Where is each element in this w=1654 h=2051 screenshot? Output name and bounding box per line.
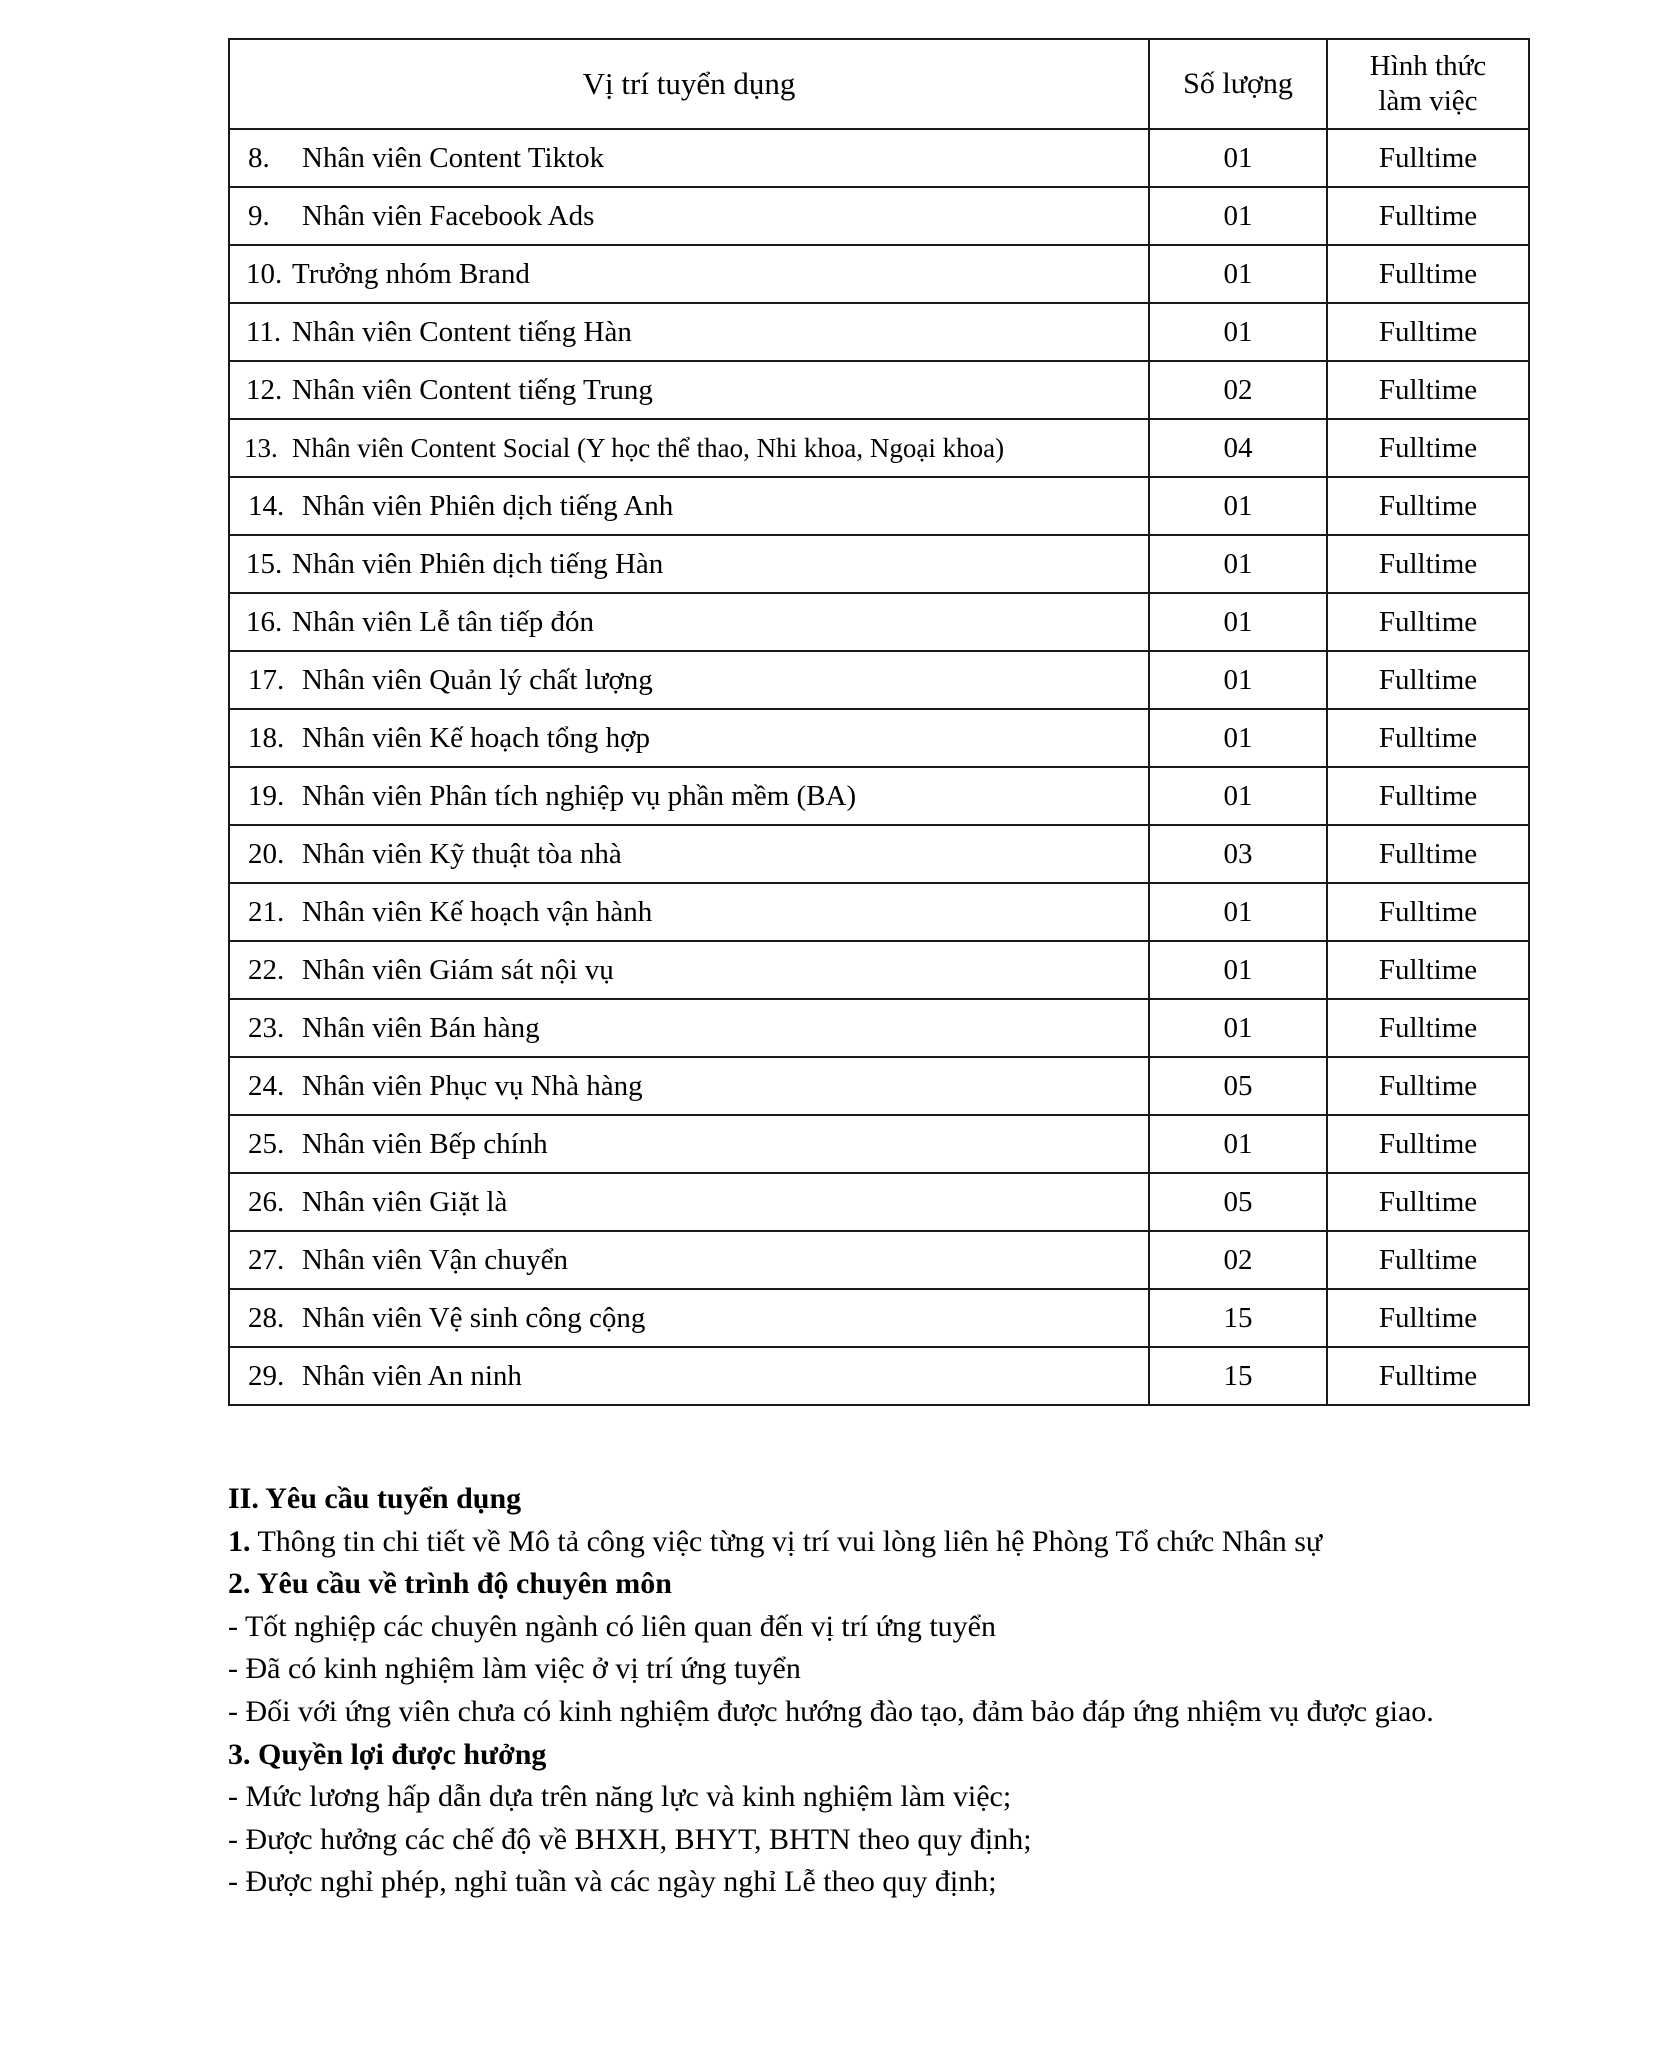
position-label: Nhân viên Giám sát nội vụ: [302, 953, 614, 986]
table-row: [229, 1115, 1529, 1173]
cell-quantity: 01: [1149, 245, 1327, 303]
cell-quantity: 01: [1149, 187, 1327, 245]
cell-position: [229, 825, 1149, 883]
cell-position: [229, 1347, 1149, 1405]
cell-position: [229, 709, 1149, 767]
table-row: [229, 825, 1529, 883]
cell-position: [229, 535, 1149, 593]
item-1-label: 1.: [228, 1524, 251, 1558]
position-label: Nhân viên Bếp chính: [302, 1127, 548, 1160]
position-label: Nhân viên Phiên dịch tiếng Hàn: [292, 547, 664, 580]
cell-work-type: Fulltime: [1327, 767, 1529, 825]
table-row: [229, 477, 1529, 535]
row-number: 27.: [248, 1243, 285, 1276]
cell-quantity: 01: [1149, 709, 1327, 767]
table-row: [229, 999, 1529, 1057]
position-label: Nhân viên Quản lý chất lượng: [302, 663, 653, 696]
cell-position: [229, 767, 1149, 825]
row-number: 14.: [248, 489, 285, 522]
row-number: 15.: [246, 547, 283, 580]
row-number: 12.: [246, 373, 283, 406]
cell-position: [229, 999, 1149, 1057]
position-label: Nhân viên Phục vụ Nhà hàng: [302, 1069, 643, 1102]
section-ii-title: II. Yêu cầu tuyển dụng: [228, 1482, 522, 1515]
table-row: [229, 187, 1529, 245]
header-work-type-line2: làm việc: [1378, 85, 1478, 117]
cell-quantity: 03: [1149, 825, 1327, 883]
cell-work-type: Fulltime: [1327, 303, 1529, 361]
table-row: [229, 883, 1529, 941]
position-label: Nhân viên Bán hàng: [302, 1011, 540, 1044]
header-work-type-line1: Hình thức: [1369, 49, 1487, 82]
position-label: Nhân viên Content tiếng Hàn: [292, 315, 632, 348]
row-number: 18.: [248, 721, 285, 754]
position-label: Nhân viên Facebook Ads: [302, 199, 595, 232]
row-number: 21.: [248, 895, 285, 928]
cell-quantity: 01: [1149, 477, 1327, 535]
cell-quantity: 05: [1149, 1173, 1327, 1231]
cell-position: [229, 419, 1149, 477]
cell-position: [229, 129, 1149, 187]
bullet-item: - Được nghỉ phép, nghỉ tuần và các ngày nghỉ Lễ theo quy định;: [228, 1865, 997, 1899]
row-number: 20.: [248, 837, 285, 870]
row-number: 16.: [246, 605, 283, 638]
row-number: 17.: [248, 663, 285, 696]
cell-work-type: Fulltime: [1327, 361, 1529, 419]
row-number: 25.: [248, 1127, 285, 1160]
cell-quantity: 01: [1149, 1115, 1327, 1173]
cell-quantity: 15: [1149, 1347, 1327, 1405]
bullet-item: - Mức lương hấp dẫn dựa trên năng lực và kinh nghiệm làm việc;: [228, 1780, 1012, 1814]
position-label: Nhân viên Lễ tân tiếp đón: [292, 605, 594, 638]
header-work-type: [1327, 39, 1529, 129]
table-header: [229, 39, 1529, 129]
table-row: [229, 303, 1529, 361]
table-row: [229, 593, 1529, 651]
cell-quantity: 01: [1149, 767, 1327, 825]
cell-work-type: Fulltime: [1327, 535, 1529, 593]
row-number: 11.: [246, 315, 282, 348]
position-label: Nhân viên Giặt là: [302, 1185, 508, 1218]
recruitment-table: [228, 38, 1530, 1406]
table-row: [229, 1289, 1529, 1347]
cell-position: [229, 361, 1149, 419]
row-number: 23.: [248, 1011, 285, 1044]
bullet-item: - Tốt nghiệp các chuyên ngành có liên quan đến vị trí ứng tuyển: [228, 1609, 996, 1643]
cell-work-type: Fulltime: [1327, 129, 1529, 187]
position-label: Nhân viên Kế hoạch vận hành: [302, 895, 653, 928]
cell-work-type: Fulltime: [1327, 1115, 1529, 1173]
cell-work-type: Fulltime: [1327, 999, 1529, 1057]
position-label: Nhân viên Kỹ thuật tòa nhà: [302, 837, 622, 870]
cell-work-type: Fulltime: [1327, 1289, 1529, 1347]
row-number: 28.: [248, 1301, 285, 1334]
cell-quantity: 01: [1149, 941, 1327, 999]
cell-quantity: 15: [1149, 1289, 1327, 1347]
table-row: [229, 129, 1529, 187]
bullet-item: - Đối với ứng viên chưa có kinh nghiệm được hướng đào tạo, đảm bảo đáp ứng nhiệm vụ được giao.: [228, 1694, 1434, 1728]
bullet-item: - Được hưởng các chế độ về BHXH, BHYT, BHTN theo quy định;: [228, 1822, 1032, 1856]
recruitment-table-wrapper: [228, 38, 1528, 1406]
position-label: Trưởng nhóm Brand: [292, 257, 530, 290]
header-position: Vị trí tuyển dụng: [229, 39, 1149, 129]
cell-position: [229, 303, 1149, 361]
cell-quantity: 01: [1149, 651, 1327, 709]
bullet-item: - Đã có kinh nghiệm làm việc ở vị trí ứng tuyển: [228, 1652, 801, 1686]
row-number: 19.: [248, 779, 285, 812]
cell-work-type: Fulltime: [1327, 187, 1529, 245]
cell-work-type: Fulltime: [1327, 1173, 1529, 1231]
row-number: 10.: [246, 257, 283, 290]
row-number: 22.: [248, 953, 285, 986]
cell-position: [229, 187, 1149, 245]
cell-quantity: 01: [1149, 303, 1327, 361]
item-2-bullet-list: [228, 1606, 1548, 1734]
section-item-1: [228, 1521, 1548, 1564]
cell-quantity: 01: [1149, 593, 1327, 651]
row-number: 29.: [248, 1359, 285, 1392]
cell-work-type: Fulltime: [1327, 1057, 1529, 1115]
table-row: [229, 767, 1529, 825]
cell-quantity: 01: [1149, 999, 1327, 1057]
row-number: 24.: [248, 1069, 285, 1102]
cell-quantity: 01: [1149, 535, 1327, 593]
table-header-row: [229, 39, 1529, 129]
cell-work-type: Fulltime: [1327, 651, 1529, 709]
position-label: Nhân viên Vận chuyển: [302, 1243, 569, 1276]
requirements-section: [228, 1478, 1548, 1904]
row-number: 9.: [248, 199, 270, 232]
cell-work-type: Fulltime: [1327, 709, 1529, 767]
cell-quantity: 01: [1149, 129, 1327, 187]
table-row: [229, 361, 1529, 419]
table-row: [229, 535, 1529, 593]
table-row: [229, 1231, 1529, 1289]
cell-work-type: Fulltime: [1327, 883, 1529, 941]
cell-work-type: Fulltime: [1327, 1231, 1529, 1289]
cell-work-type: Fulltime: [1327, 1347, 1529, 1405]
item-1-text: Thông tin chi tiết về Mô tả công việc từng vị trí vui lòng liên hệ Phòng Tổ chức Nhân sự: [257, 1524, 1323, 1558]
position-label: Nhân viên Phân tích nghiệp vụ phần mềm (BA): [302, 779, 857, 812]
table-row: [229, 941, 1529, 999]
item-3-bullet-list: [228, 1776, 1548, 1904]
header-quantity: Số lượng: [1149, 39, 1327, 129]
position-label: Nhân viên Phiên dịch tiếng Anh: [302, 489, 674, 522]
position-label: Nhân viên An ninh: [302, 1359, 522, 1392]
cell-quantity: 02: [1149, 1231, 1327, 1289]
table-row: [229, 419, 1529, 477]
cell-position: [229, 941, 1149, 999]
position-label: Nhân viên Content Social (Y học thể thao, Nhi khoa, Ngoại khoa): [292, 432, 1005, 463]
table-body: [229, 129, 1529, 1405]
position-label: Nhân viên Vệ sinh công cộng: [302, 1301, 646, 1334]
row-number: 13.: [244, 432, 278, 463]
table-row: [229, 245, 1529, 303]
cell-work-type: Fulltime: [1327, 477, 1529, 535]
table-row: [229, 651, 1529, 709]
section-item-3-title: 3. Quyền lợi được hưởng: [228, 1737, 547, 1771]
cell-position: [229, 1057, 1149, 1115]
position-label: Nhân viên Kế hoạch tổng hợp: [302, 721, 650, 754]
cell-work-type: Fulltime: [1327, 419, 1529, 477]
cell-quantity: 02: [1149, 361, 1327, 419]
position-label: Nhân viên Content tiếng Trung: [292, 373, 653, 406]
cell-position: [229, 1289, 1149, 1347]
cell-position: [229, 883, 1149, 941]
cell-position: [229, 1173, 1149, 1231]
cell-position: [229, 651, 1149, 709]
cell-quantity: 05: [1149, 1057, 1327, 1115]
cell-work-type: Fulltime: [1327, 245, 1529, 303]
table-row: [229, 1347, 1529, 1405]
cell-position: [229, 1115, 1149, 1173]
table-row: [229, 709, 1529, 767]
cell-work-type: Fulltime: [1327, 941, 1529, 999]
cell-position: [229, 245, 1149, 303]
cell-quantity: 01: [1149, 883, 1327, 941]
cell-quantity: 04: [1149, 419, 1327, 477]
row-number: 8.: [248, 141, 270, 174]
cell-position: [229, 593, 1149, 651]
section-item-2-title: 2. Yêu cầu về trình độ chuyên môn: [228, 1567, 672, 1601]
cell-position: [229, 477, 1149, 535]
table-row: [229, 1057, 1529, 1115]
position-label: Nhân viên Content Tiktok: [302, 141, 605, 174]
cell-position: [229, 1231, 1149, 1289]
table-row: [229, 1173, 1529, 1231]
cell-work-type: Fulltime: [1327, 593, 1529, 651]
cell-work-type: Fulltime: [1327, 825, 1529, 883]
row-number: 26.: [248, 1185, 285, 1218]
